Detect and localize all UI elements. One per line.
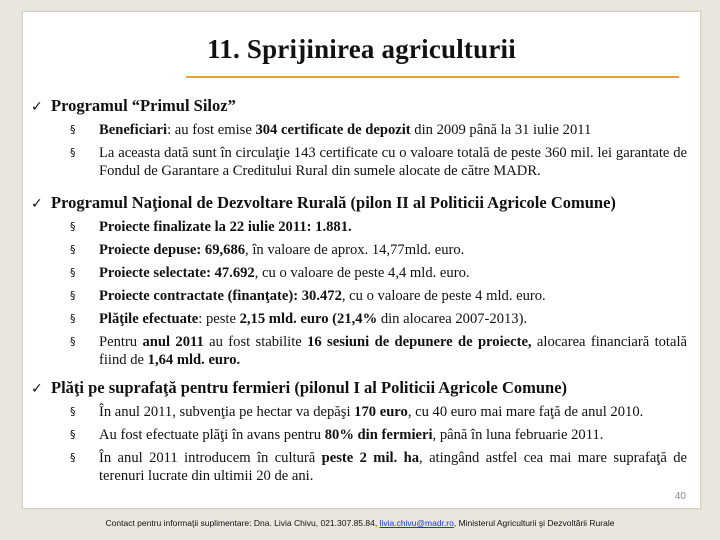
text-run: Proiecte finalizate la 22 iulie 2011: 1.881. xyxy=(99,219,352,235)
section-plati-suprafata xyxy=(31,378,691,490)
bullet-icon: § xyxy=(70,123,76,136)
text-run: alocarea financiară totală fiind de xyxy=(99,334,687,368)
checkmark-icon: ✓ xyxy=(31,196,43,212)
slide xyxy=(22,11,701,509)
footer-contact xyxy=(0,518,720,528)
text-run: În anul 2011, subvenţia pe hectar va depăşi xyxy=(99,404,355,420)
text-run: 80% din fermieri xyxy=(324,427,433,443)
section-heading xyxy=(31,193,691,214)
text-run: au fost stabilite xyxy=(203,334,308,350)
text-run: 1,64 mld. euro. xyxy=(147,352,241,368)
checkmark-icon: ✓ xyxy=(31,381,43,397)
bullet-icon: § xyxy=(70,428,76,441)
section-heading-text: Plăţi pe suprafaţă pentru fermieri (pilonul I al Politicii Agricole Comune) xyxy=(51,378,568,397)
text-run: Au fost efectuate plăţi în avans pentru xyxy=(99,427,325,443)
list-item xyxy=(31,449,691,485)
text-run: Plăţile efectuate xyxy=(99,311,199,327)
text-run: 304 certificate de depozit xyxy=(255,122,411,138)
text-run: , în valoare de aprox. 14,77mld. euro. xyxy=(245,242,465,258)
list-item xyxy=(31,121,691,139)
checkmark-icon: ✓ xyxy=(31,99,43,115)
list-item xyxy=(31,403,691,421)
email-link[interactable]: livia.chivu@madr.ro xyxy=(379,518,454,528)
bullet-list xyxy=(31,218,691,369)
bullet-icon: § xyxy=(70,289,76,302)
bullet-icon: § xyxy=(70,335,76,348)
bullet-icon: § xyxy=(70,243,76,256)
text-run: Pentru xyxy=(99,334,143,350)
bullet-icon: § xyxy=(70,146,76,159)
text-run: din 2009 până la 31 iulie 2011 xyxy=(410,122,592,138)
text-run: Proiecte depuse: 69,686 xyxy=(99,242,246,258)
footer-suffix: , Ministerul Agriculturii şi Dezvoltării Rurale xyxy=(453,518,615,528)
text-run: Beneficiari xyxy=(99,122,168,138)
list-item xyxy=(31,426,691,444)
list-item xyxy=(31,264,691,282)
page-number: 40 xyxy=(674,491,686,502)
bullet-list xyxy=(31,121,691,180)
text-run: Proiecte contractate (finanţate): 30.472 xyxy=(99,288,342,304)
list-item xyxy=(31,144,691,180)
list-item xyxy=(31,218,691,236)
footer-prefix: Contact pentru informaţii suplimentare: Dna. Livia Chivu, 021.307.85.84, xyxy=(105,518,380,528)
text-run: , atingând astfel cea mai mare suprafaţă de terenuri lucrate din ultimii 20 de ani. xyxy=(99,450,688,484)
list-item xyxy=(31,310,691,328)
text-run: În anul 2011 introducem în cultură xyxy=(99,450,322,466)
section-primul-siloz xyxy=(31,96,691,185)
text-run: : peste xyxy=(198,311,240,327)
text-run: 16 sesiuni de depunere de proiecte, xyxy=(307,334,532,350)
bullet-icon: § xyxy=(70,451,76,464)
list-item xyxy=(31,241,691,259)
title-underline xyxy=(186,76,679,78)
text-run: , cu o valoare de peste 4 mld. euro. xyxy=(341,288,546,304)
section-heading xyxy=(31,96,691,117)
section-heading xyxy=(31,378,691,399)
text-run: : au fost emise xyxy=(167,122,256,138)
text-run: , cu 40 euro mai mare faţă de anul 2010. xyxy=(407,404,644,420)
text-run: La aceasta dată sunt în circulaţie 143 certificate cu o valoare totală de peste 360 mil. lei garantate de Fondul de Garantare a Creditului Rural din sumele alocate de către MADR. xyxy=(99,145,687,179)
bullet-icon: § xyxy=(70,312,76,325)
text-run: , cu o valoare de peste 4,4 mld. euro. xyxy=(254,265,470,281)
section-heading-text: Programul “Primul Siloz” xyxy=(51,96,236,115)
list-item xyxy=(31,333,691,369)
text-run: , până în luna februarie 2011. xyxy=(432,427,604,443)
text-run: 2,15 mld. euro (21,4% xyxy=(239,311,378,327)
text-run: din alocarea 2007-2013). xyxy=(377,311,528,327)
section-pndr xyxy=(31,193,691,374)
text-run: peste 2 mil. ha xyxy=(321,450,420,466)
bullet-list xyxy=(31,403,691,485)
text-run: anul 2011 xyxy=(142,334,204,350)
list-item xyxy=(31,287,691,305)
slide-title: 11. Sprijinirea agriculturii xyxy=(207,34,516,64)
bullet-icon: § xyxy=(70,266,76,279)
section-heading-text: Programul Naţional de Dezvoltare Rurală (pilon II al Politicii Agricole Comune) xyxy=(51,193,616,212)
text-run: Proiecte selectate: 47.692 xyxy=(99,265,255,281)
text-run: 170 euro xyxy=(354,404,408,420)
bullet-icon: § xyxy=(70,220,76,233)
bullet-icon: § xyxy=(70,405,76,418)
